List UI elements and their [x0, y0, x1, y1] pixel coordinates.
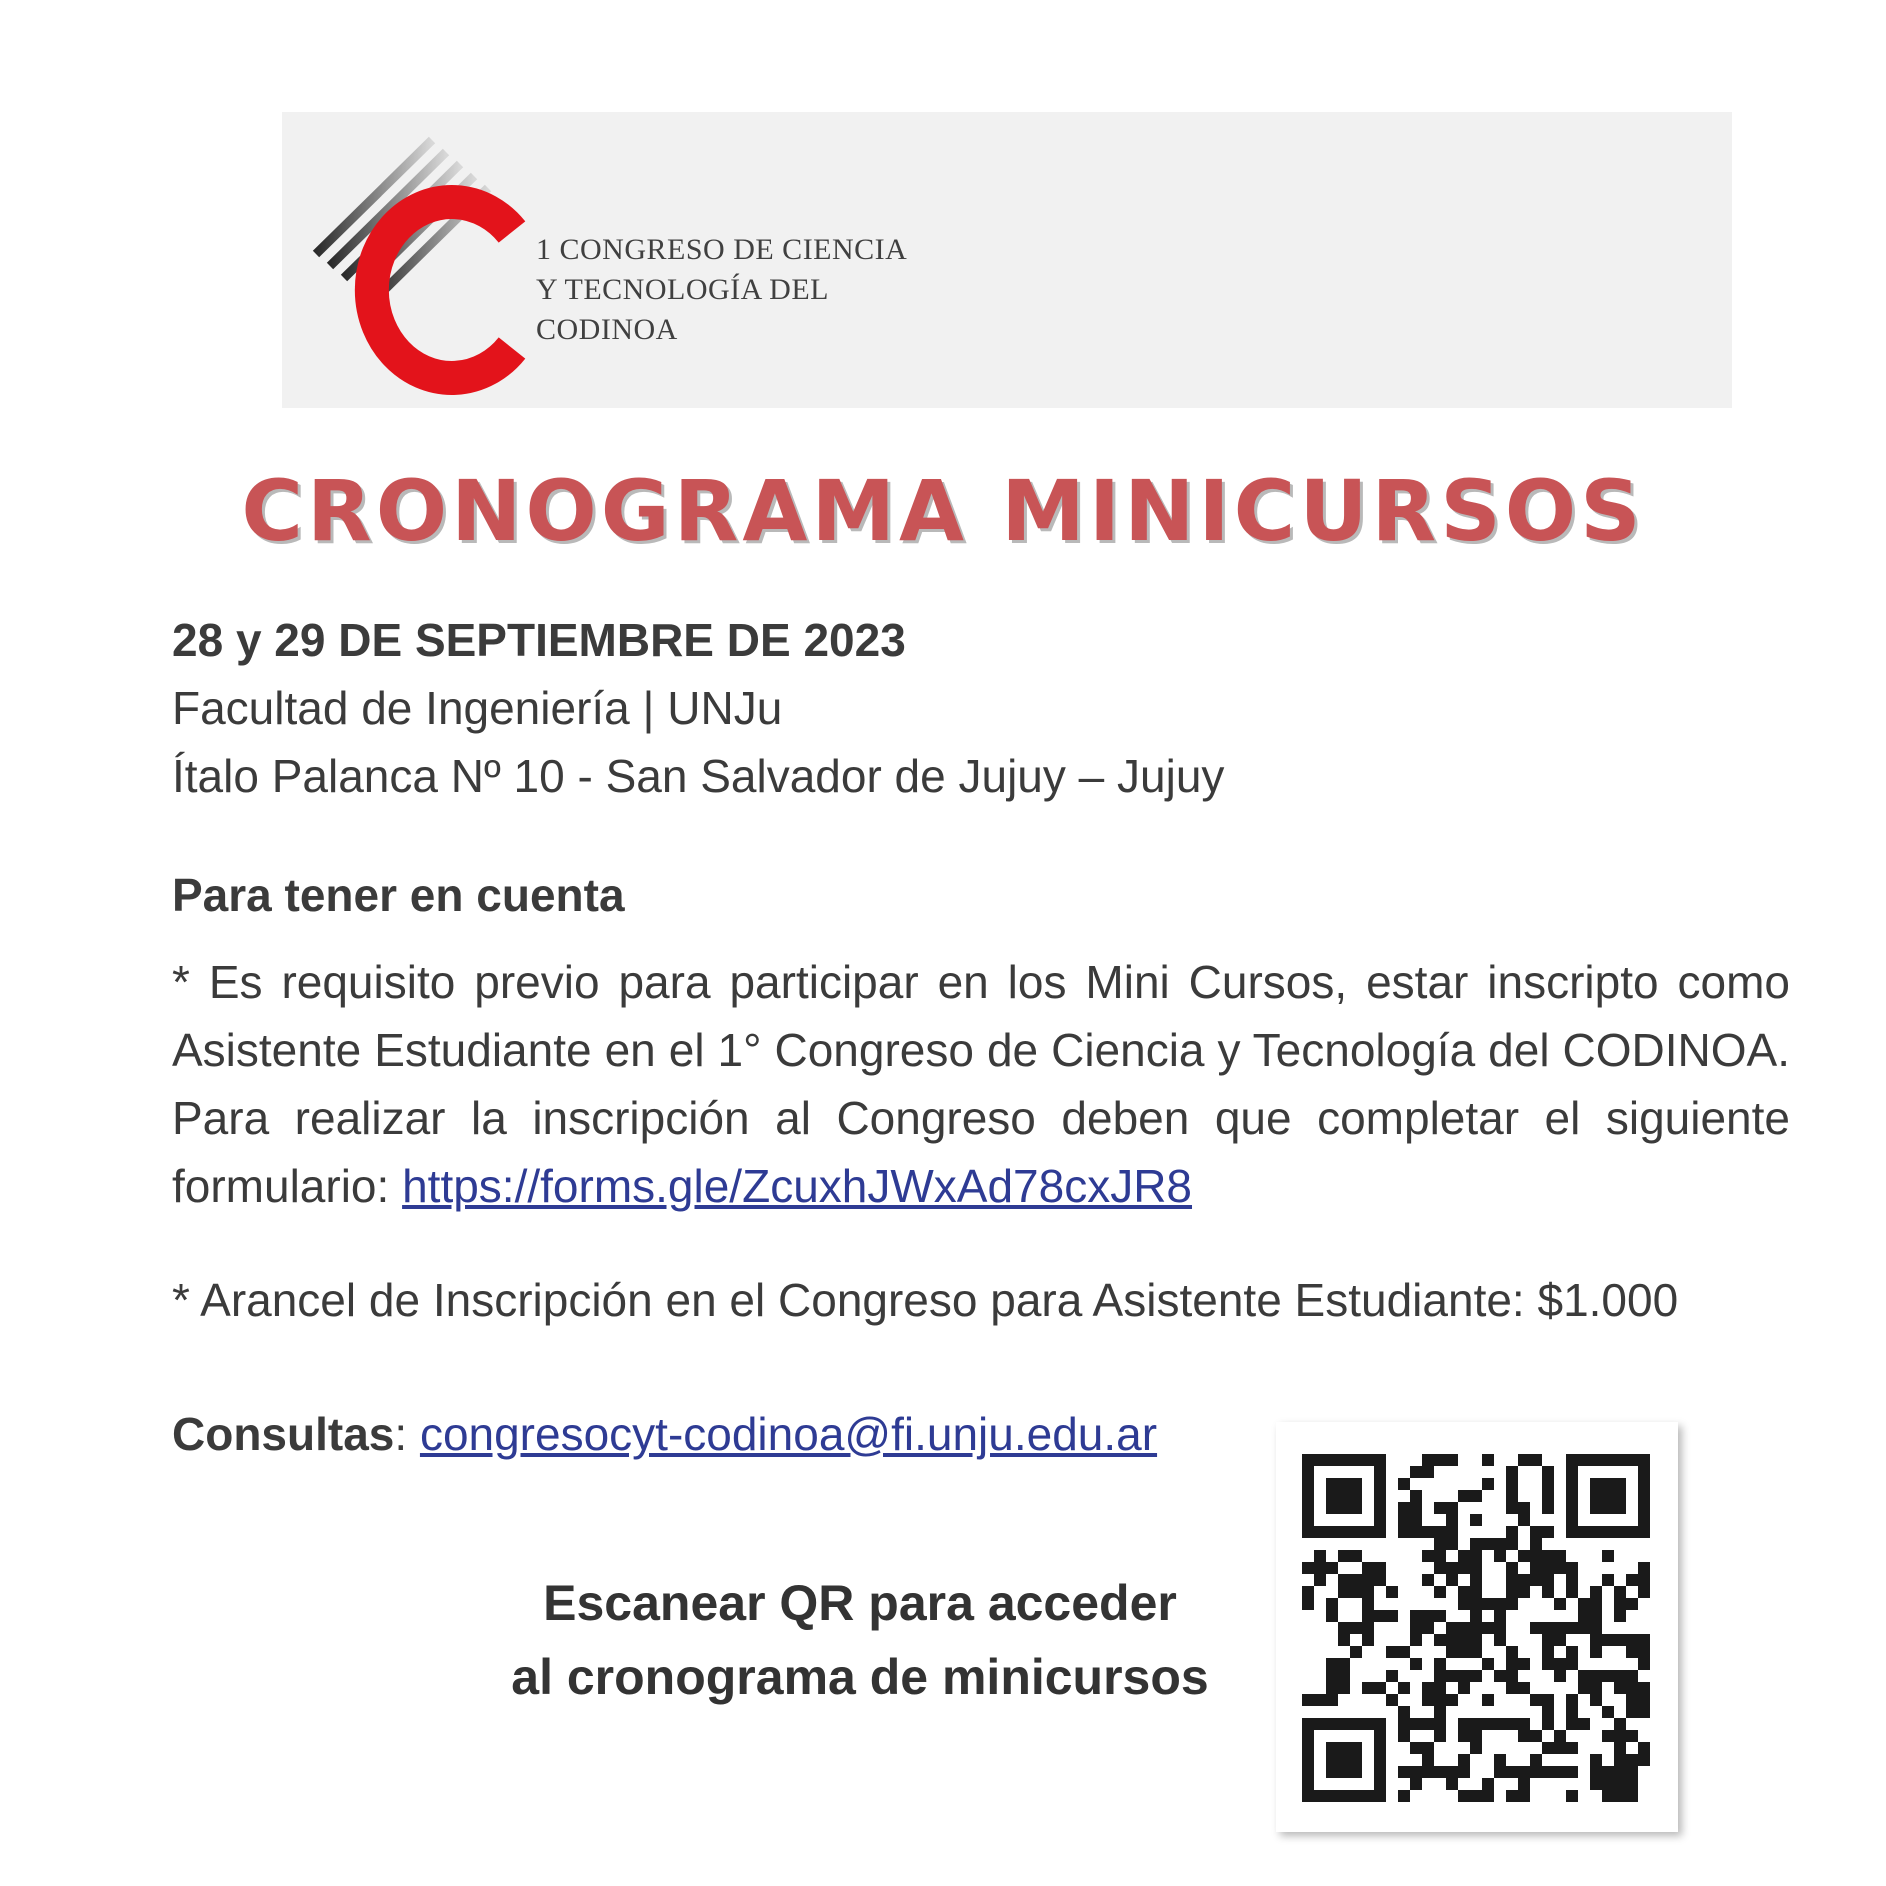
event-date: 28 y 29 DE SEPTIEMBRE DE 2023 [172, 614, 906, 666]
contact-line [172, 1400, 1157, 1468]
logo-line-1: 1 CONGRESO DE CIENCIA [536, 233, 908, 266]
header-banner [282, 112, 1732, 408]
qr-caption-line-1: Escanear QR para acceder [543, 1575, 1177, 1631]
qr-caption [460, 1566, 1260, 1714]
event-info [172, 606, 1224, 810]
form-link[interactable]: https://forms.gle/ZcuxhJWxAd78cxJR8 [402, 1160, 1193, 1212]
contact-label: Consultas [172, 1408, 395, 1460]
qr-card [1276, 1422, 1678, 1832]
event-address: Ítalo Palanca Nº 10 - San Salvador de Jujuy – Jujuy [172, 750, 1225, 802]
contact-separator: : [394, 1408, 420, 1460]
qr-caption-line-2: al cronograma de minicursos [511, 1649, 1209, 1705]
codinoa-c-logo-icon [312, 136, 532, 396]
qr-code-icon[interactable] [1302, 1454, 1650, 1802]
event-venue: Facultad de Ingeniería | UNJu [172, 682, 783, 734]
logo-text [536, 230, 907, 350]
page-title: CRONOGRAMA MINICURSOS [241, 462, 1645, 560]
contact-email-link[interactable]: congresocyt-codinoa@fi.unju.edu.ar [419, 1408, 1158, 1460]
requirement-text: * Es requisito previo para participar en los Mini Cursos, estar inscripto como Asistente Estudiante en el 1° Congreso de Ciencia y Tecnología del CODINOA. Para realizar la inscripción al Congreso deben que completar el siguiente formulario: [172, 956, 1790, 1212]
logo-line-2: Y TECNOLOGÍA DEL [536, 273, 829, 306]
requirement-paragraph [172, 948, 1790, 1220]
notes-heading: Para tener en cuenta [172, 869, 625, 921]
fee-text: * Arancel de Inscripción en el Congreso para Asistente Estudiante: $1.000 [172, 1274, 1679, 1326]
logo-line-3: CODINOA [536, 313, 678, 346]
